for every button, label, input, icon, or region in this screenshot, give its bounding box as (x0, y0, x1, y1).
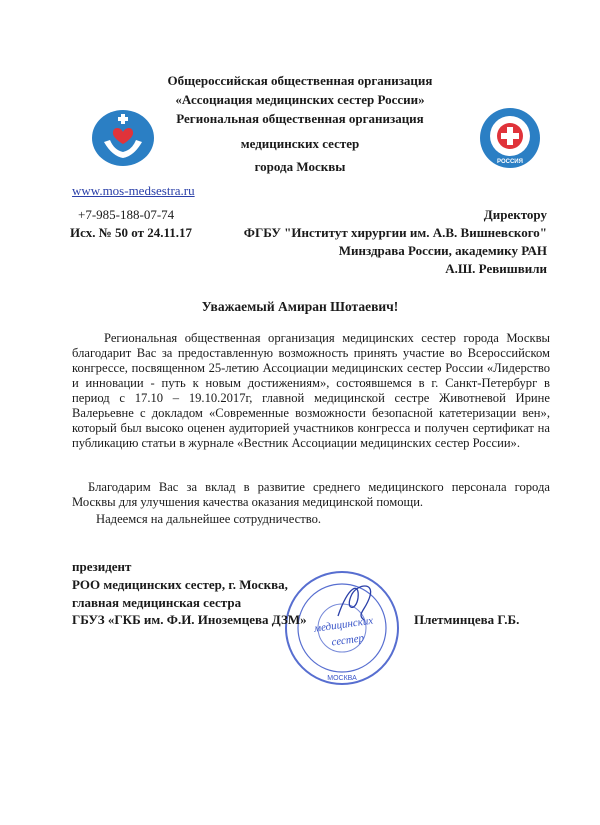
body-paragraph-1: Региональная общественная организация медицинских сестер города Москвы благодарит Вас за предоставленную возможность принять участие во Всероссийском конгрессе, посвященном 25-летию Ассоциации медицинских сестер России «Лидерство и инновации - путь к новым достижениям», состоявшемся в г. Санкт-Петербург в период с 17.10 – 19.10.2017г, главной медицинской сестре Животневой Ирине Валерьевне с докладом «Современные возможности безопасной катетеризации вен», который был высоко оценен аудиторией участников конгресса и получен сертификат на публикацию статьи в журнале «Вестник Ассоциации медицинских сестер России». (72, 331, 550, 450)
addressee-line4: А.Ш. Ревишвили (445, 261, 547, 276)
outgoing-reference: Исх. № 50 от 24.11.17 (70, 225, 193, 240)
letterhead-line5: города Москвы (254, 159, 346, 174)
body-paragraph-3: Надеемся на дальнейшее сотрудничество. (96, 512, 322, 526)
stamp-text-2: сестер (330, 632, 365, 649)
letterhead-line3: Региональная общественная организация (176, 111, 424, 126)
signature-line3: главная медицинская сестра (72, 595, 242, 610)
stamp-text-1: медицинских (313, 614, 374, 635)
salutation: Уважаемый Амиран Шотаевич! (201, 299, 399, 314)
letterhead-line2: «Ассоциация медицинских сестер России» (175, 92, 425, 107)
addressee-line1: Директору (483, 207, 547, 222)
right-logo-text: РОССИЯ (497, 159, 523, 165)
handwritten-signature (330, 576, 390, 626)
addressee-line3: Минздрава России, академику РАН (338, 243, 547, 258)
signature-line1: президент (72, 559, 132, 574)
stamp-rim-text: МОСКВА (327, 675, 357, 682)
signature-line2: РОО медицинских сестер, г. Москва, (72, 577, 288, 592)
phone-number: +7-985-188-07-74 (78, 207, 175, 222)
addressee-line2: ФГБУ "Институт хирургии им. А.В. Вишневского" (243, 225, 547, 240)
website-link[interactable]: www.mos-medsestra.ru (72, 183, 195, 198)
body-paragraph-2: Благодарим Вас за вклад в развитие среднего медицинского персонала города Москвы для улучшения качества оказания медицинской помощи. (72, 480, 550, 509)
signature-line4: ГБУЗ «ГКБ им. Ф.И. Иноземцева ДЗМ» (72, 612, 307, 627)
letterhead-line1: Общероссийская общественная организация (167, 73, 433, 88)
signer-name: Плетминцева Г.Б. (414, 612, 520, 627)
letterhead-line4: медицинских сестер (240, 136, 360, 151)
